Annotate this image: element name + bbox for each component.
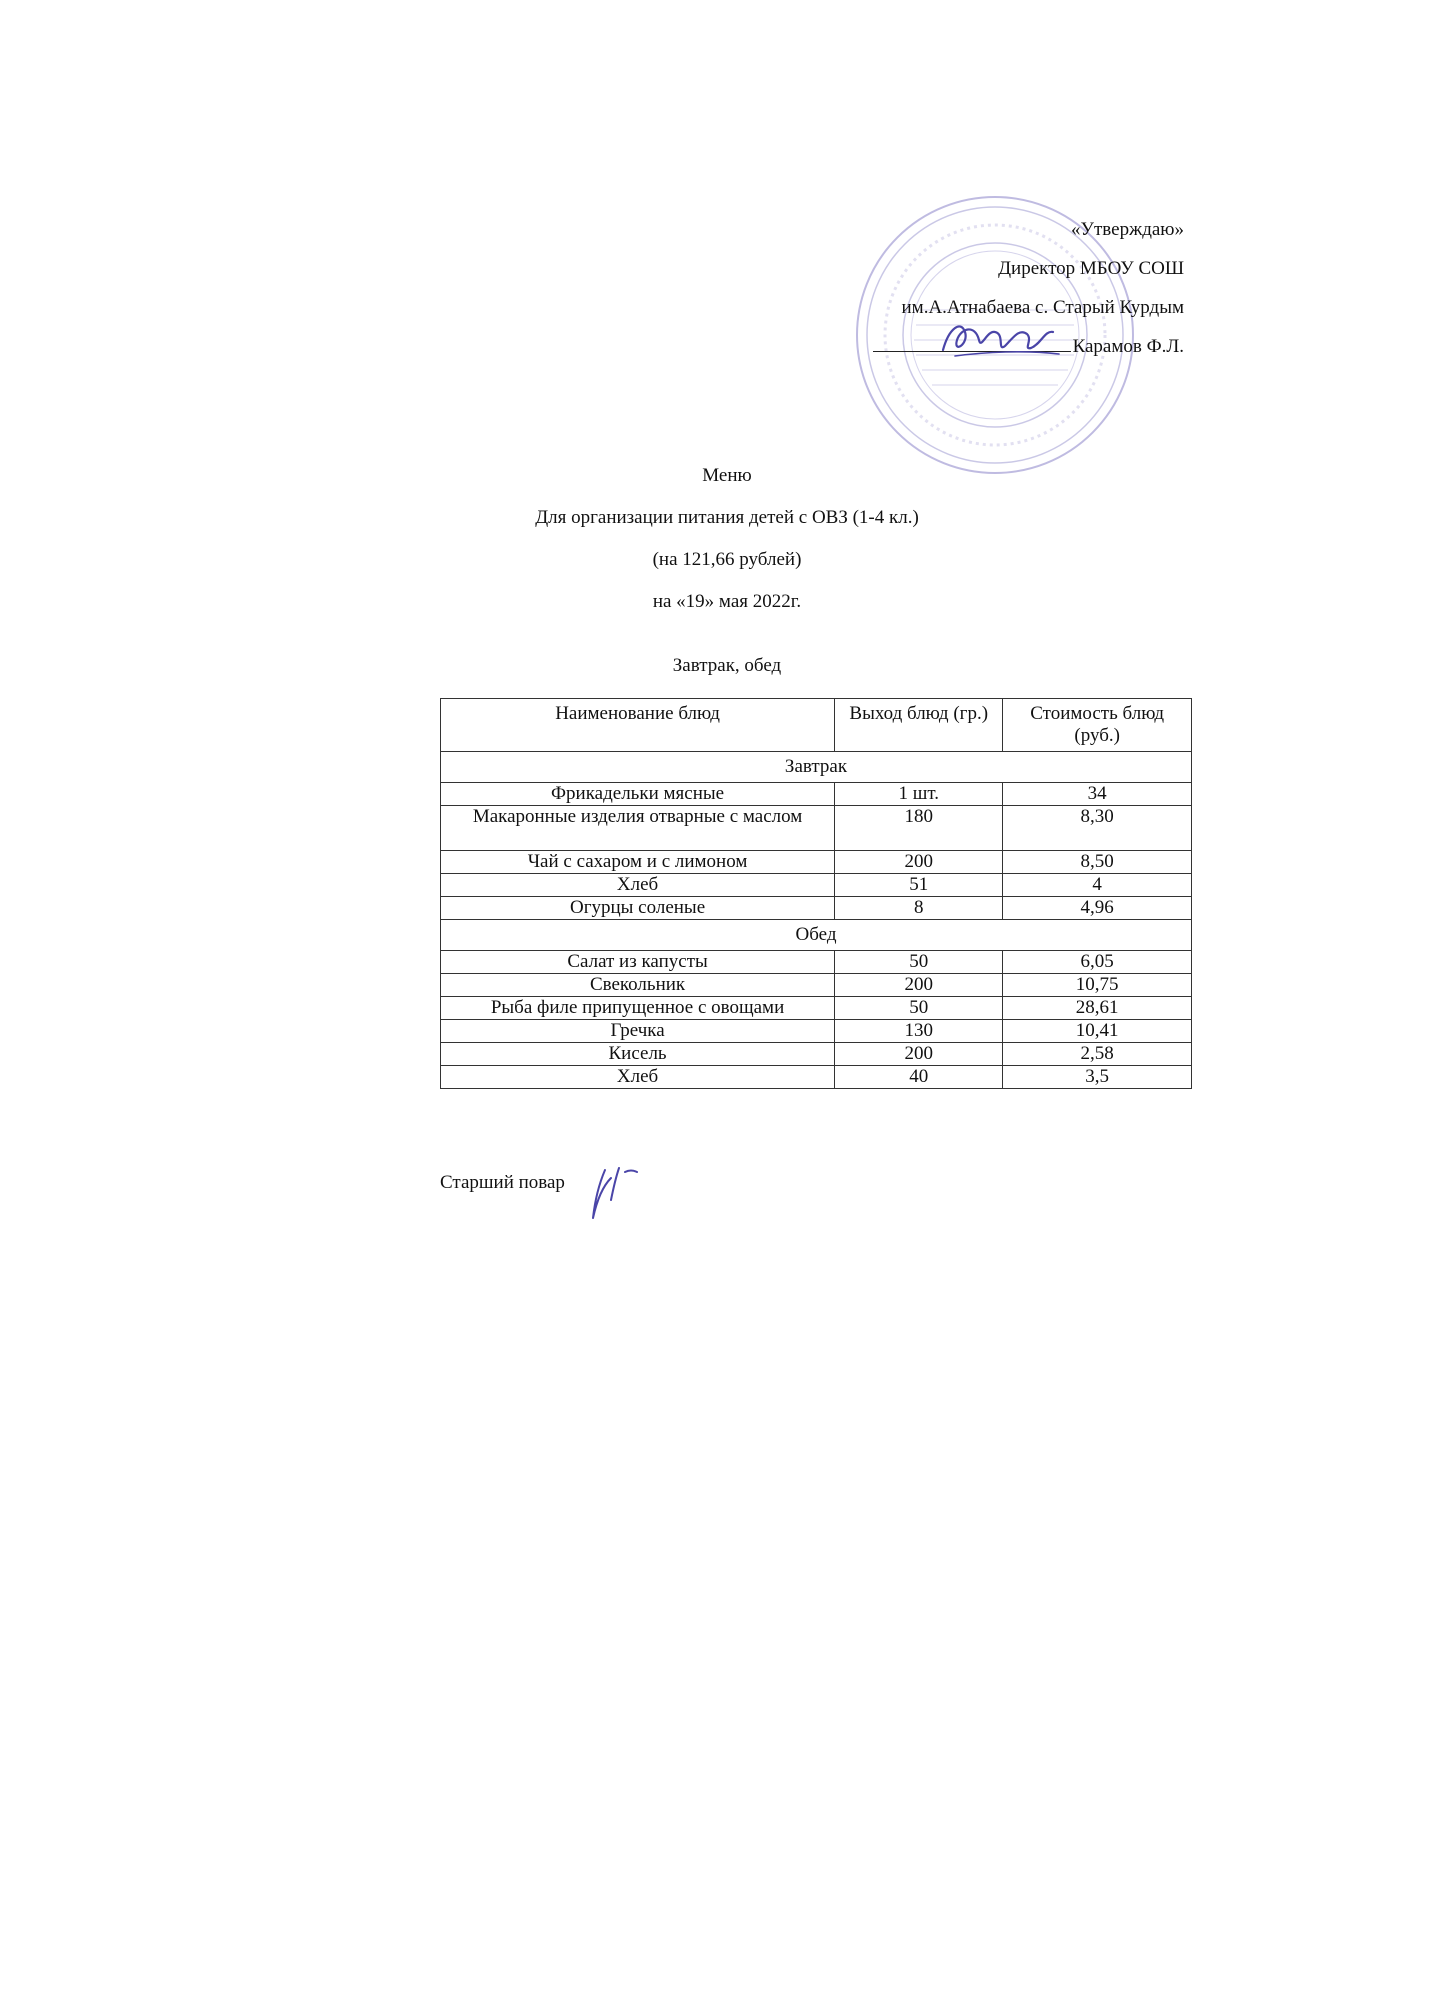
section-row-breakfast: [441, 752, 1192, 783]
meal-caption: Завтрак, обед: [672, 655, 782, 676]
dish-cost: 6,05: [1003, 951, 1192, 974]
dish-output: 51: [835, 874, 1003, 897]
dish-cost: 8,30: [1003, 806, 1192, 851]
dish-cost: 8,50: [1003, 851, 1192, 874]
header-dish-name: Наименование блюд: [441, 699, 835, 752]
dish-name: Гречка: [441, 1020, 835, 1043]
table-row: [441, 1020, 1192, 1043]
dish-output: 50: [835, 951, 1003, 974]
dish-cost: 3,5: [1003, 1066, 1192, 1089]
dish-cost: 10,41: [1003, 1020, 1192, 1043]
dish-output: 8: [835, 897, 1003, 920]
dish-name: Хлеб: [441, 1066, 835, 1089]
menu-purpose: Для организации питания детей с ОВЗ (1-4 кл.): [535, 507, 919, 528]
dish-name: Хлеб: [441, 874, 835, 897]
table-row: [441, 851, 1192, 874]
header-cost: Стоимость блюд (руб.): [1003, 699, 1192, 752]
dish-output: 180: [835, 806, 1003, 851]
dish-output: 130: [835, 1020, 1003, 1043]
dish-cost: 28,61: [1003, 997, 1192, 1020]
director-position: Директор МБОУ СОШ: [998, 258, 1184, 279]
section-row-lunch: [441, 920, 1192, 951]
section-title: Завтрак: [441, 752, 1192, 783]
cook-label: Старший повар: [440, 1172, 565, 1193]
dish-name: Чай с сахаром и с лимоном: [441, 851, 835, 874]
menu-date: на «19» мая 2022г.: [652, 591, 802, 612]
menu-heading: Меню: [702, 465, 752, 486]
dish-cost: 4: [1003, 874, 1192, 897]
dish-output: 1 шт.: [835, 783, 1003, 806]
header-output: Выход блюд (гр.): [835, 699, 1003, 752]
approve-label: «Утверждаю»: [1071, 219, 1184, 240]
table-row: [441, 997, 1192, 1020]
table-row: [441, 806, 1192, 851]
dish-name: Салат из капусты: [441, 951, 835, 974]
dish-output: 40: [835, 1066, 1003, 1089]
table-row: [441, 897, 1192, 920]
dish-output: 200: [835, 1043, 1003, 1066]
dish-cost: 4,96: [1003, 897, 1192, 920]
dish-name: Огурцы соленые: [441, 897, 835, 920]
table-row: [441, 951, 1192, 974]
table-row: [441, 874, 1192, 897]
dish-cost: 34: [1003, 783, 1192, 806]
table-row: [441, 1066, 1192, 1089]
dish-name: Свекольник: [441, 974, 835, 997]
dish-output: 200: [835, 851, 1003, 874]
menu-price: (на 121,66 рублей): [652, 549, 802, 570]
dish-cost: 10,75: [1003, 974, 1192, 997]
table-header-row: [441, 699, 1192, 752]
dish-name: Рыба филе припущенное с овощами: [441, 997, 835, 1020]
section-title: Обед: [441, 920, 1192, 951]
director-signature: [935, 310, 1065, 368]
cook-signature: [585, 1160, 645, 1230]
director-name: Карамов Ф.Л.: [1072, 336, 1184, 357]
school-name: им.А.Атнабаева с. Старый Курдым: [901, 297, 1184, 318]
table-row: [441, 1043, 1192, 1066]
dish-name: Макаронные изделия отварные с маслом: [441, 806, 835, 851]
title-block: [0, 455, 1454, 623]
dish-name: Фрикадельки мясные: [441, 783, 835, 806]
table-row: [441, 974, 1192, 997]
dish-name: Кисель: [441, 1043, 835, 1066]
menu-table: [440, 698, 1192, 1089]
dish-cost: 2,58: [1003, 1043, 1192, 1066]
dish-output: 200: [835, 974, 1003, 997]
table-row: [441, 783, 1192, 806]
dish-output: 50: [835, 997, 1003, 1020]
